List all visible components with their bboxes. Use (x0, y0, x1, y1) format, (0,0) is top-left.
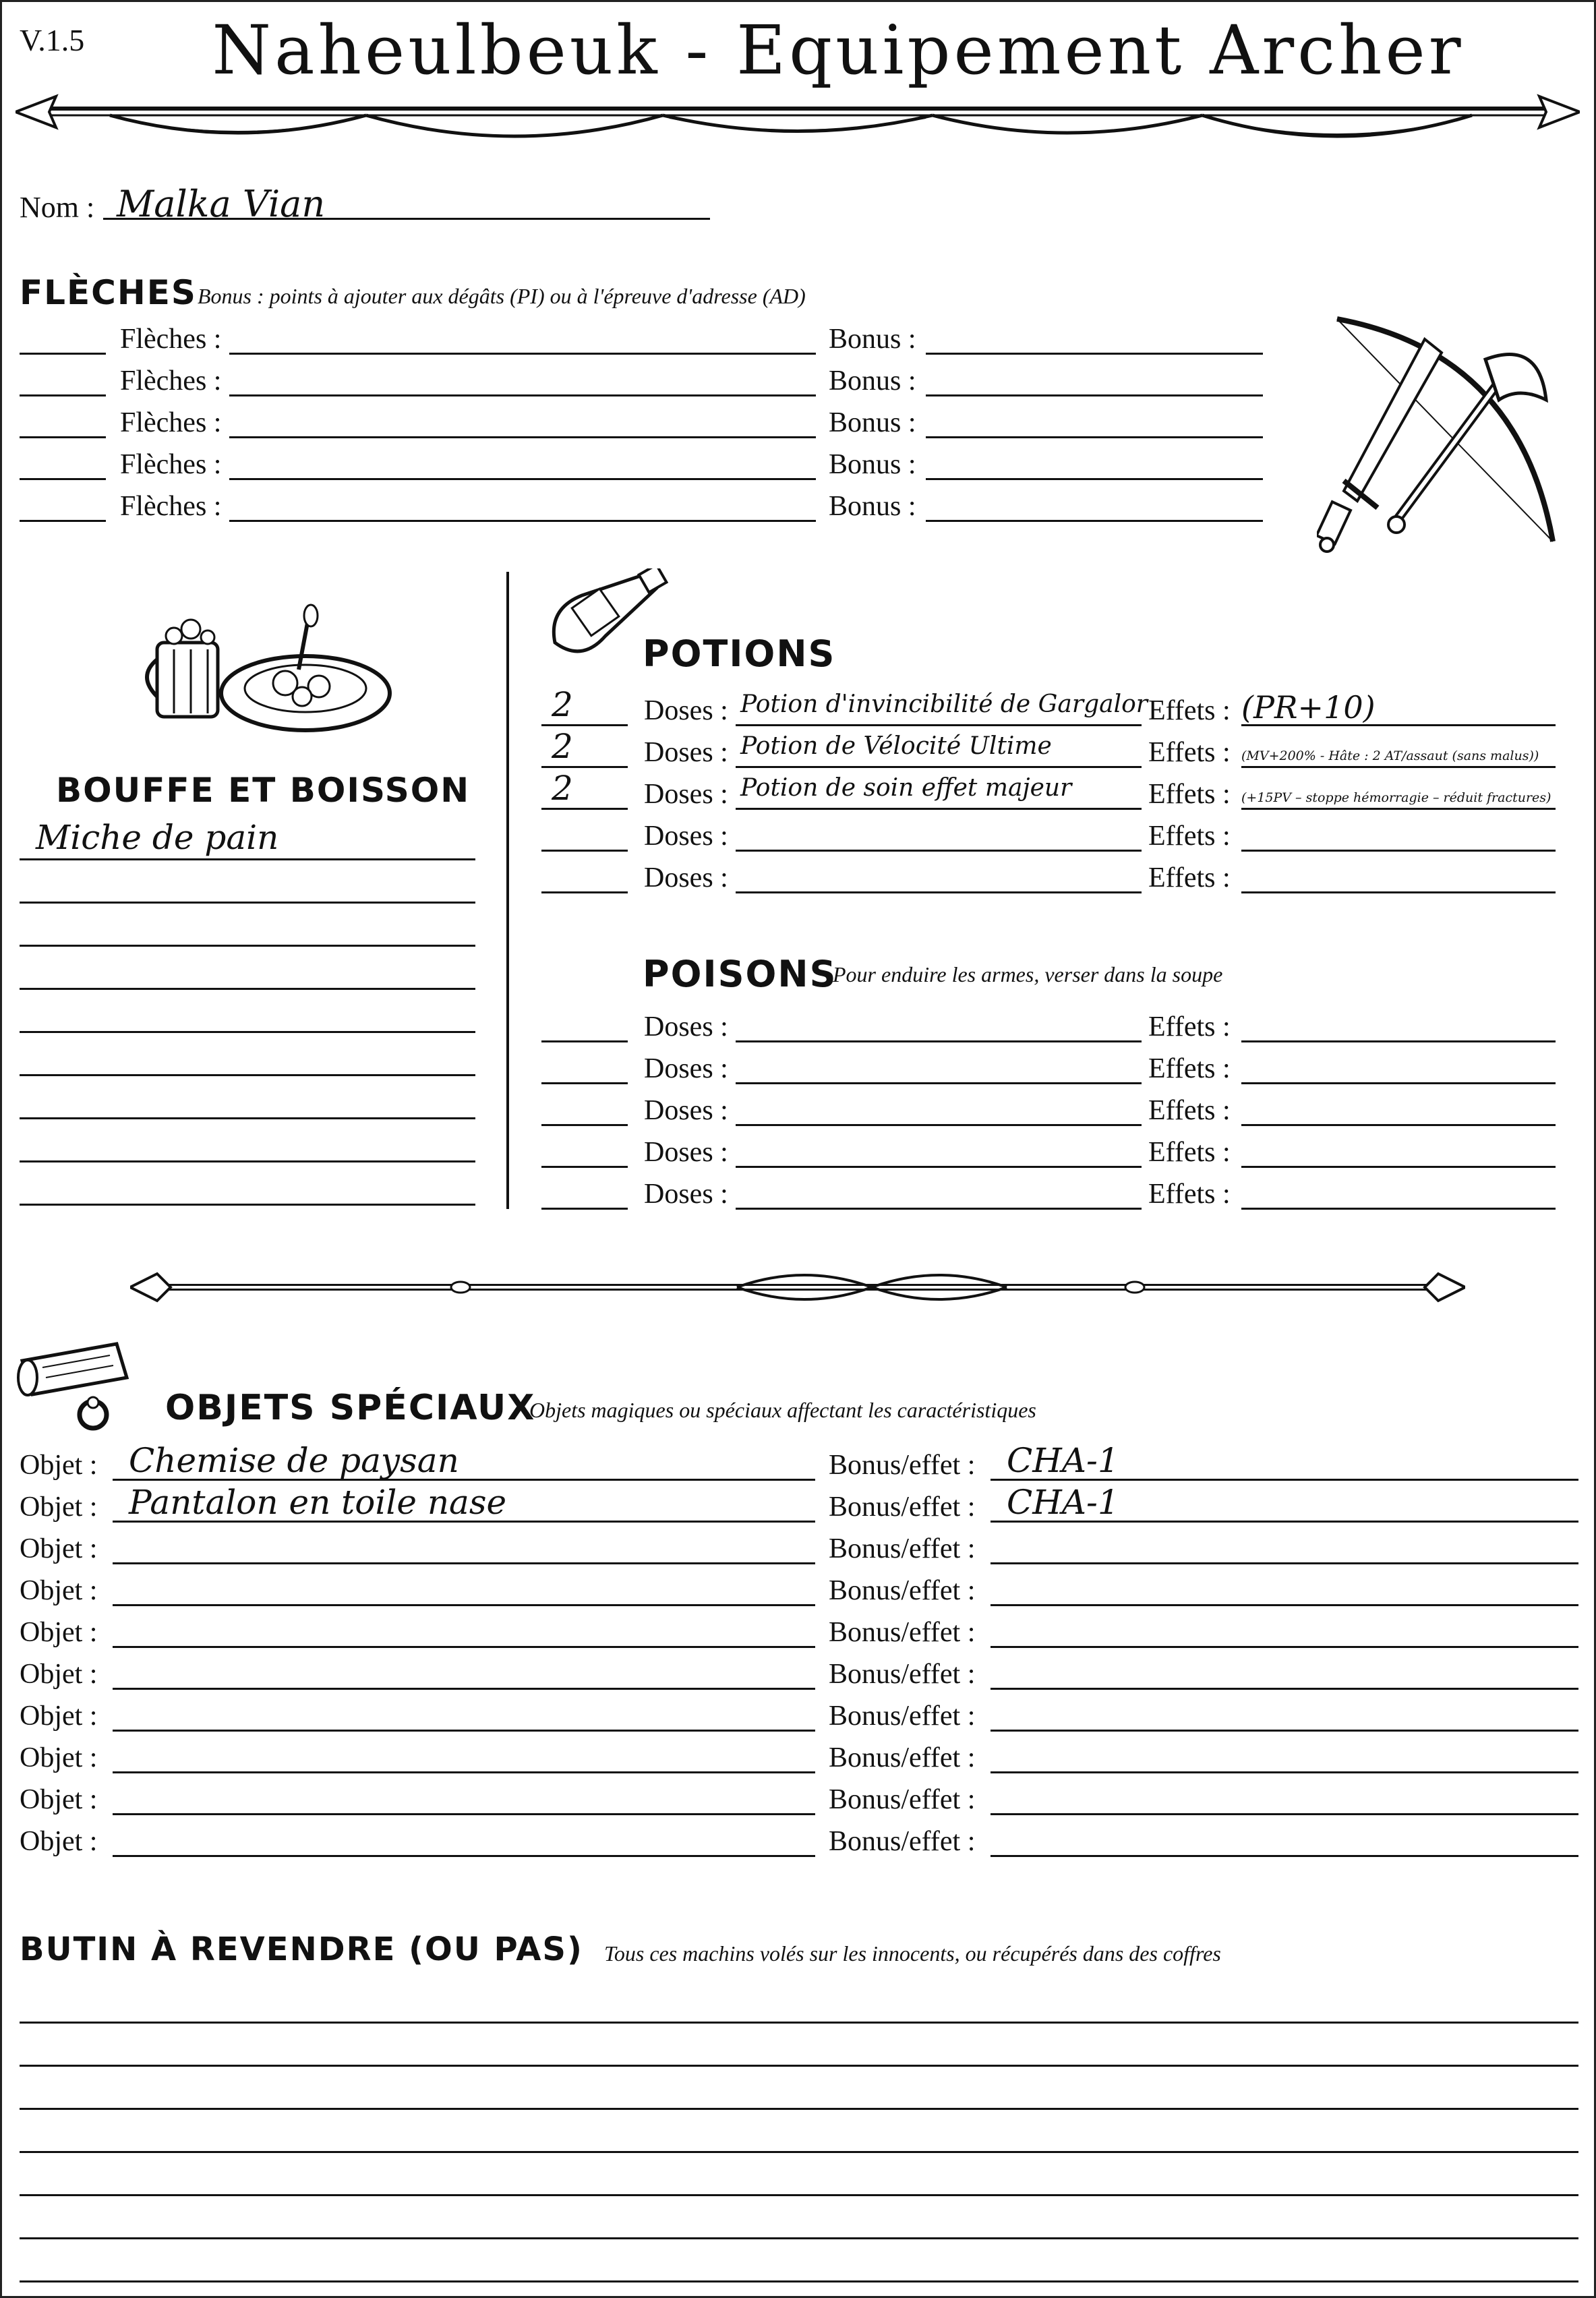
objet-label: Objet : (20, 1450, 98, 1481)
fleches-bonus-label: Bonus : (829, 491, 916, 522)
objet-line (113, 1771, 815, 1773)
objet-bonus-value[interactable]: CHA-1 (1007, 1483, 1119, 1522)
objet-line (113, 1646, 815, 1648)
potions-doses-label: Doses : (644, 737, 728, 768)
nom-label: Nom : (20, 191, 95, 224)
bouffe-line (20, 1117, 475, 1119)
potions-name-line (736, 850, 1142, 852)
poisons-effet-line (1241, 1208, 1556, 1210)
bouffe-item[interactable]: Miche de pain (36, 818, 279, 857)
fleches-value-line (229, 394, 816, 396)
potions-name-line (736, 808, 1142, 810)
objet-bonus-label: Bonus/effet : (829, 1450, 976, 1481)
objet-line (113, 1688, 815, 1690)
bouffe-line (20, 945, 475, 947)
bow-icon (1337, 319, 1553, 541)
sword-icon (1317, 339, 1442, 552)
objet-bonus-label: Bonus/effet : (829, 1533, 976, 1564)
poisons-qty-line (541, 1208, 628, 1210)
objet-line (113, 1730, 815, 1732)
bouffe-line (20, 1160, 475, 1162)
poisons-effets-label: Effets : (1148, 1053, 1231, 1084)
poisons-effets-label: Effets : (1148, 1095, 1231, 1126)
fleches-bonus-line (926, 478, 1263, 480)
potions-effets-label: Effets : (1148, 821, 1231, 852)
fleches-value-line (229, 436, 816, 438)
potions-name-value[interactable]: Potion de soin effet majeur (740, 774, 1072, 802)
potions-name-line (736, 766, 1142, 768)
version-label: V.1.5 (20, 23, 85, 57)
nom-value[interactable]: Malka Vian (117, 183, 326, 225)
poisons-doses-label: Doses : (644, 1011, 728, 1042)
objet-bonus-value[interactable]: CHA-1 (1007, 1441, 1119, 1480)
objet-label: Objet : (20, 1575, 98, 1606)
butin-line (20, 2151, 1578, 2153)
bouffe-line (20, 988, 475, 990)
poisons-doses-label: Doses : (644, 1179, 728, 1210)
poisons-subtitle: Pour enduire les armes, verser dans la soupe (833, 962, 1223, 986)
fleches-value-line (229, 478, 816, 480)
potions-effet-value[interactable]: (PR+10) (1241, 689, 1376, 726)
potions-qty-line (541, 766, 628, 768)
scroll-icon (18, 1344, 127, 1395)
potions-qty-line (541, 850, 628, 852)
objets-subtitle: Objets magiques ou spéciaux affectant les caractéristiques (529, 1398, 1036, 1422)
objets-title: OBJETS SPÉCIAUX (165, 1388, 536, 1428)
potions-effet-line (1241, 891, 1556, 893)
potions-qty-value[interactable]: 2 (552, 727, 573, 766)
food-plate-icon (221, 605, 390, 730)
objet-label: Objet : (20, 1617, 98, 1648)
fleches-label: Flèches : (120, 365, 222, 396)
fleches-value-line (229, 353, 816, 355)
fleches-qty-line (20, 478, 106, 480)
potions-doses-label: Doses : (644, 821, 728, 852)
potions-name-value[interactable]: Potion d'invincibilité de Gargalor (740, 690, 1148, 718)
potions-effet-line (1241, 850, 1556, 852)
objet-bonus-label: Bonus/effet : (829, 1784, 976, 1815)
poisons-name-line (736, 1040, 1142, 1042)
objet-bonus-line (991, 1855, 1578, 1857)
poisons-title: POISONS (643, 953, 837, 995)
weapons-illustration (1317, 312, 1573, 555)
bouffe-line (20, 858, 475, 860)
fleches-bonus-label: Bonus : (829, 324, 916, 355)
butin-line (20, 2065, 1578, 2067)
potions-qty-line (541, 808, 628, 810)
scroll-ring-illustration (16, 1340, 164, 1435)
objet-label: Objet : (20, 1492, 98, 1523)
objet-line (113, 1562, 815, 1564)
fleches-bonus-line (926, 353, 1263, 355)
potions-title: POTIONS (643, 632, 836, 675)
potions-effet-value[interactable]: (MV+200% - Hâte : 2 AT/assaut (sans malus)) (1241, 748, 1539, 763)
bouffe-line (20, 1074, 475, 1076)
poisons-effet-line (1241, 1040, 1556, 1042)
poisons-effets-label: Effets : (1148, 1137, 1231, 1168)
poisons-name-line (736, 1166, 1142, 1168)
butin-line (20, 2237, 1578, 2239)
objet-bonus-label: Bonus/effet : (829, 1575, 976, 1606)
potions-effet-value[interactable]: (+15PV – stoppe hémorragie – réduit fractures) (1241, 790, 1551, 805)
objet-label: Objet : (20, 1742, 98, 1773)
fleches-qty-line (20, 394, 106, 396)
column-divider (506, 572, 509, 1209)
fleches-bonus-label: Bonus : (829, 365, 916, 396)
objet-bonus-line (991, 1730, 1578, 1732)
butin-line (20, 2280, 1578, 2282)
fleches-title: FLÈCHES (20, 273, 197, 312)
potions-name-line (736, 891, 1142, 893)
fleches-subtitle: Bonus : points à ajouter aux dégâts (PI) ou à l'épreuve d'adresse (AD) (198, 284, 806, 308)
objet-line (113, 1855, 815, 1857)
fleches-label: Flèches : (120, 449, 222, 480)
objet-bonus-label: Bonus/effet : (829, 1826, 976, 1857)
tankard-icon (147, 620, 218, 717)
potions-effet-line (1241, 766, 1556, 768)
objet-bonus-line (991, 1688, 1578, 1690)
objet-bonus-line (991, 1646, 1578, 1648)
poisons-qty-line (541, 1124, 628, 1126)
fleches-label: Flèches : (120, 491, 222, 522)
objet-label: Objet : (20, 1659, 98, 1690)
butin-title: BUTIN À REVENDRE (OU PAS) (20, 1931, 583, 1968)
fleches-label: Flèches : (120, 407, 222, 438)
objet-value[interactable]: Chemise de paysan (129, 1441, 459, 1480)
objet-bonus-line (991, 1813, 1578, 1815)
fleches-label: Flèches : (120, 324, 222, 355)
potions-effets-label: Effets : (1148, 695, 1231, 726)
poisons-name-line (736, 1082, 1142, 1084)
objet-line (113, 1813, 815, 1815)
fleches-bonus-label: Bonus : (829, 407, 916, 438)
fleches-bonus-line (926, 436, 1263, 438)
potions-doses-label: Doses : (644, 695, 728, 726)
poisons-effet-line (1241, 1166, 1556, 1168)
staff-icon (130, 1263, 1465, 1317)
bouffe-line (20, 1204, 475, 1206)
ring-icon (80, 1397, 107, 1428)
fleches-qty-line (20, 353, 106, 355)
potions-effets-label: Effets : (1148, 862, 1231, 893)
potions-effets-label: Effets : (1148, 737, 1231, 768)
poisons-qty-line (541, 1166, 628, 1168)
fleches-bonus-line (926, 394, 1263, 396)
fleches-bonus-line (926, 520, 1263, 522)
fleches-value-line (229, 520, 816, 522)
potions-qty-value[interactable]: 2 (552, 769, 573, 808)
potions-qty-line (541, 724, 628, 726)
poisons-effet-line (1241, 1124, 1556, 1126)
objet-bonus-label: Bonus/effet : (829, 1659, 976, 1690)
butin-subtitle: Tous ces machins volés sur les innocents, ou récupérés dans des coffres (604, 1941, 1221, 1966)
objet-label: Objet : (20, 1701, 98, 1732)
objet-value[interactable]: Pantalon en toile nase (129, 1483, 507, 1522)
poisons-doses-label: Doses : (644, 1053, 728, 1084)
potions-effet-line (1241, 808, 1556, 810)
page-title: Naheulbeuk - Equipement Archer (212, 11, 1465, 90)
potions-doses-label: Doses : (644, 779, 728, 810)
fleches-qty-line (20, 520, 106, 522)
poisons-effet-line (1241, 1082, 1556, 1084)
bouffe-line (20, 1031, 475, 1033)
fleches-qty-line (20, 436, 106, 438)
objet-label: Objet : (20, 1784, 98, 1815)
butin-line (20, 2022, 1578, 2024)
poisons-qty-line (541, 1040, 628, 1042)
objet-label: Objet : (20, 1533, 98, 1564)
bouffe-line (20, 902, 475, 904)
objet-label: Objet : (20, 1826, 98, 1857)
potions-qty-value[interactable]: 2 (552, 685, 573, 724)
potions-name-line (736, 724, 1142, 726)
fleches-bonus-label: Bonus : (829, 449, 916, 480)
objet-bonus-label: Bonus/effet : (829, 1617, 976, 1648)
objet-bonus-label: Bonus/effet : (829, 1742, 976, 1773)
potions-name-value[interactable]: Potion de Vélocité Ultime (740, 732, 1052, 760)
poisons-effets-label: Effets : (1148, 1011, 1231, 1042)
arrow-divider-icon (16, 83, 1580, 150)
objet-bonus-line (991, 1771, 1578, 1773)
poisons-name-line (736, 1208, 1142, 1210)
butin-line (20, 2194, 1578, 2196)
poisons-doses-label: Doses : (644, 1137, 728, 1168)
food-illustration (137, 602, 393, 737)
objet-bonus-line (991, 1562, 1578, 1564)
potions-effets-label: Effets : (1148, 779, 1231, 810)
poisons-doses-label: Doses : (644, 1095, 728, 1126)
objet-bonus-label: Bonus/effet : (829, 1492, 976, 1523)
bouffe-title: BOUFFE ET BOISSON (56, 771, 471, 810)
objet-bonus-line (991, 1604, 1578, 1606)
potions-qty-line (541, 891, 628, 893)
poisons-name-line (736, 1124, 1142, 1126)
objet-line (113, 1604, 815, 1606)
poisons-effets-label: Effets : (1148, 1179, 1231, 1210)
potions-doses-label: Doses : (644, 862, 728, 893)
poisons-qty-line (541, 1082, 628, 1084)
objet-bonus-label: Bonus/effet : (829, 1701, 976, 1732)
butin-line (20, 2108, 1578, 2110)
